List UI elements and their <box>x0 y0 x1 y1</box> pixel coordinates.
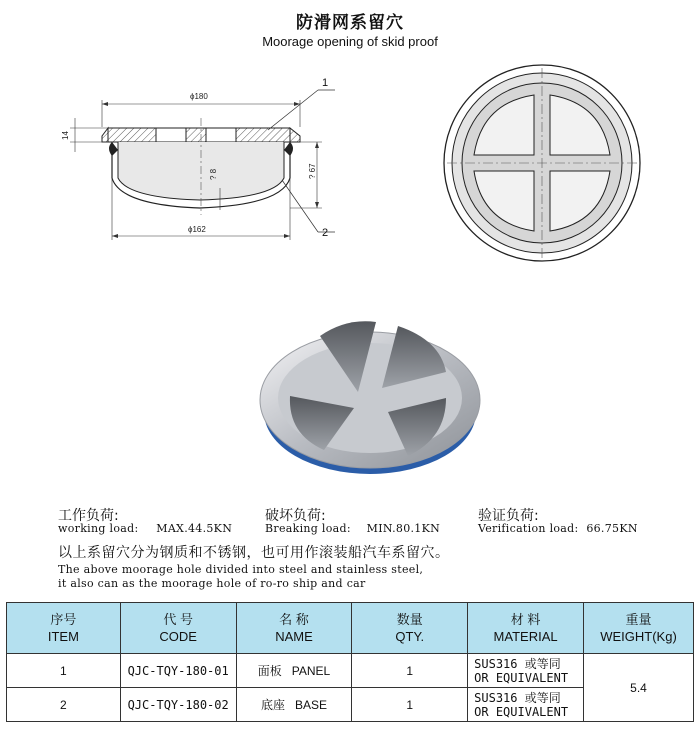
dim-height: ? 67 <box>308 163 317 179</box>
cell-qty: 1 <box>352 688 468 722</box>
breaking-load-value: MIN.80.1KN <box>366 522 441 535</box>
header-weight: 重量 WEIGHT(Kg) <box>584 603 694 654</box>
header-name: 名 称 NAME <box>236 603 352 654</box>
cell-qty: 1 <box>352 654 468 688</box>
verification-load-value: 66.75KN <box>586 522 638 535</box>
cell-item: 1 <box>7 654 121 688</box>
dim-thickness: 14 <box>61 131 70 140</box>
cell-item: 2 <box>7 688 121 722</box>
dim-inner: ? 8 <box>209 168 218 180</box>
product-photo <box>250 300 490 480</box>
working-load-en <box>58 522 232 535</box>
breaking-load-en <box>265 522 440 535</box>
page-subtitle: Moorage opening of skid proof <box>262 34 438 49</box>
table-header-row <box>7 603 694 654</box>
working-load-cn: 工作负荷: <box>58 508 119 524</box>
header-material: 材 料 MATERIAL <box>468 603 584 654</box>
spec-table <box>6 602 694 722</box>
callout-2: 2 <box>322 227 329 239</box>
header-code: 代 号 CODE <box>120 603 236 654</box>
note-cn: 以上系留穴分为钢质和不锈钢，也可用作滚装船汽车系留穴。 <box>58 545 450 561</box>
section-view <box>61 77 335 240</box>
verification-load-en <box>478 522 638 535</box>
verification-load-label: Verification load: <box>478 522 579 535</box>
cell-name: 底座 BASE <box>236 688 352 722</box>
cell-material: SUS316 或等同 OR EQUIVALENT <box>468 654 584 688</box>
callout-1: 1 <box>322 77 329 89</box>
breaking-load-cn: 破坏负荷: <box>265 508 326 524</box>
dim-bottom: ϕ162 <box>188 225 206 234</box>
cell-material: SUS316 或等同 OR EQUIVALENT <box>468 688 584 722</box>
note-en-line1: The above moorage hole divided into steel and stainless steel, <box>58 563 424 576</box>
cell-code: QJC-TQY-180-01 <box>120 654 236 688</box>
working-load-value: MAX.44.5KN <box>156 522 233 535</box>
cell-code: QJC-TQY-180-02 <box>120 688 236 722</box>
technical-drawing <box>0 0 700 300</box>
cell-weight: 5.4 <box>584 654 694 722</box>
plan-view <box>444 65 640 261</box>
cell-name: 面板 PANEL <box>236 654 352 688</box>
working-load-label: working load: <box>58 522 139 535</box>
header-qty: 数量 QTY. <box>352 603 468 654</box>
page-title: 防滑网系留穴 <box>296 13 404 33</box>
note-en-line2: it also can as the moorage hole of ro-ro ship and car <box>58 577 366 590</box>
table-row <box>7 654 694 688</box>
dim-top: ϕ180 <box>190 92 208 101</box>
breaking-load-label: Breaking load: <box>265 522 351 535</box>
header-item: 序号 ITEM <box>7 603 121 654</box>
verification-load-cn: 验证负荷: <box>478 508 539 524</box>
